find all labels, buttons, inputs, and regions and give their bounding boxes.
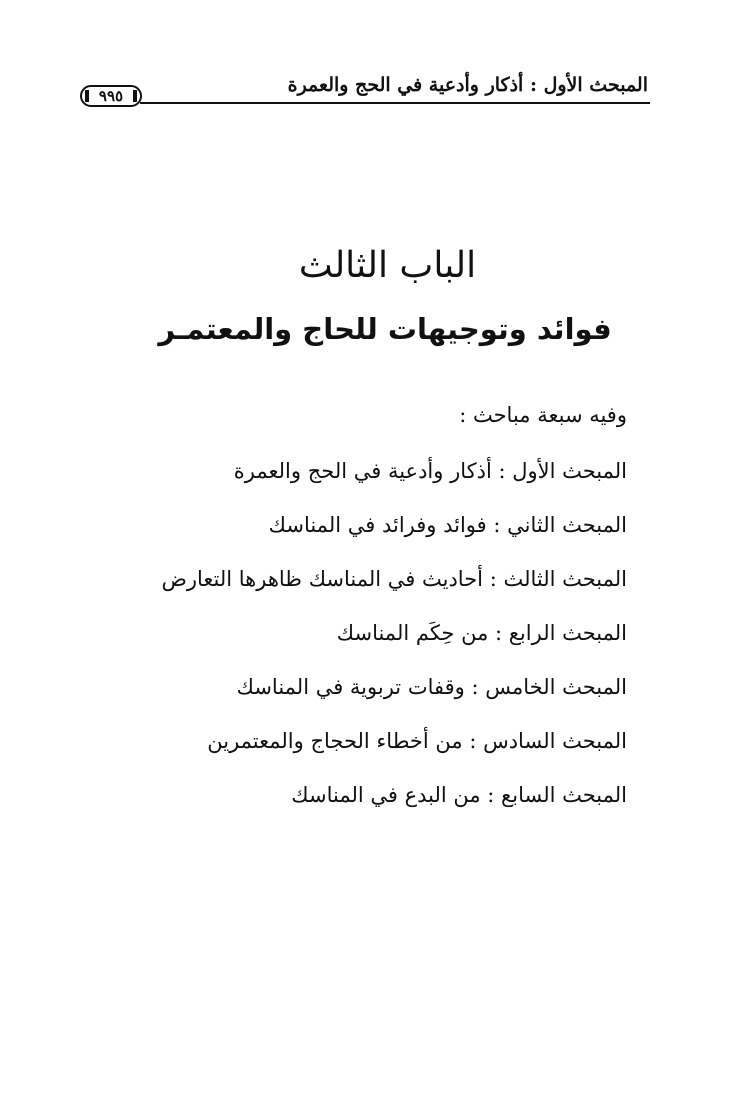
page-number: ٩٩٥ [98, 87, 124, 105]
section-item-6: المبحث السادس : من أخطاء الحجاج والمعتمرين [207, 729, 627, 753]
intro-line: وفيه سبعة مباحث : [459, 403, 627, 427]
running-header [80, 70, 650, 108]
header-rule [140, 102, 650, 104]
section-item-1: المبحث الأول : أذكار وأدعية في الحج والعمرة [233, 459, 627, 483]
section-list [161, 451, 627, 829]
section-item-7: المبحث السابع : من البدع في المناسك [291, 783, 627, 807]
page-number-box [80, 85, 142, 107]
chapter-title: فوائد وتوجيهات للحاج والمعتمـر [158, 312, 612, 346]
section-item-2: المبحث الثاني : فوائد وفرائد في المناسك [268, 513, 627, 537]
chapter-label: الباب الثالث [298, 245, 477, 286]
section-item-5: المبحث الخامس : وقفات تربوية في المناسك [236, 675, 627, 699]
section-item-4: المبحث الرابع : من حِكَم المناسك [336, 621, 627, 645]
section-item-3: المبحث الثالث : أحاديث في المناسك ظاهرها التعارض [161, 567, 627, 591]
running-title: المبحث الأول : أذكار وأدعية في الحج والعمرة [287, 74, 648, 96]
